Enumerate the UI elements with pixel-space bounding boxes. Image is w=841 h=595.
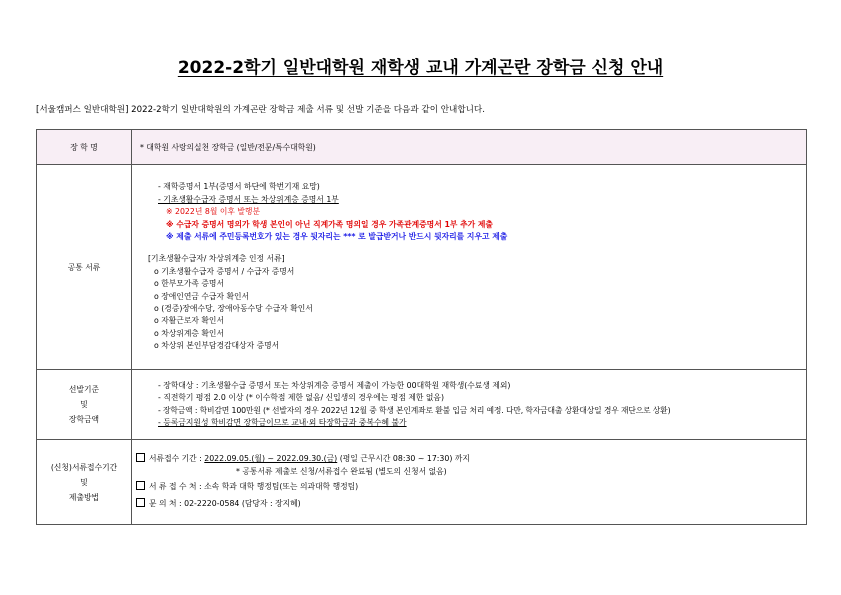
doc-note: ※ 2022년 8월 이후 발행분 [166,207,260,217]
doc-note: ※ 수급자 증명서 명의가 학생 본인이 아닌 직계가족 명의일 경우 가족관계증명서 1부 추가 제출 [166,219,493,229]
document-title: 2022-2학기 일반대학원 재학생 교내 가계곤란 장학금 신청 안내 [177,58,664,78]
criteria-item: - 직전학기 평점 2.0 이상 (* 이수학점 제한 없음/ 신입생의 경우에는 평점 제한 없음) [158,393,444,403]
label-application-period: (신청)서류접수기간 및 제출방법 [37,440,132,525]
row-common-documents [37,165,807,370]
value-selection-criteria [132,370,807,440]
doc-item: - 재학증명서 1부(증명서 하단에 학번기재 요망) [158,182,320,192]
recognized-item: o (경증)장애수당, 장애아동수당 수급자 확인서 [154,304,313,314]
label-common-documents: 공통 서류 [37,165,132,370]
recognized-item: o 차상위 본인부담경감대상자 증명서 [154,341,280,351]
value-application-period [132,440,807,525]
intro-text: [서울캠퍼스 일반대학원] 2022-2학기 일반대학원의 가계곤란 장학금 제출 서류 및 선발 기준을 다음과 같이 안내합니다. [36,105,485,115]
criteria-item: - 장학대상 : 기초생활수급 증명서 또는 차상위계층 증명서 제출이 가능한 00대학원 재학생(수료생 제외) [158,380,511,390]
recognized-item: o 장애인연금 수급자 확인서 [154,291,250,301]
checkbox-icon [136,498,145,507]
recognized-item: o 한부모가족 증명서 [154,279,224,289]
label-scholarship-name: 장 학 명 [37,130,132,165]
label-selection-criteria: 선발기준 및 장학금액 [37,370,132,440]
place-line: 서 류 접 수 처 : 소속 학과 대학 행정팀(또는 의과대학 행정팀) [136,478,806,495]
row-scholarship-name [37,130,807,165]
criteria-item: - 등록금지원성 학비감면 장학금이므로 교내·외 타장학금과 중복수혜 불가 [158,417,407,427]
recognized-item: o 자활근로자 확인서 [154,316,224,326]
doc-note: ※ 제출 서류에 주민등록번호가 있는 경우 뒷자리는 *** 로 발급받거나 반드시 뒷자리를 지우고 제출 [166,231,508,241]
row-selection-criteria [37,370,807,440]
checkbox-icon [136,481,145,490]
info-table [36,129,807,525]
criteria-item: - 장학금액 : 학비감면 100만원 (* 선발자의 경우 2022년 12월 중 학생 본인계좌로 환불 입금 처리 예정. 다만, 학자금대출 상환대상일 경우 재단으로 상환) [158,405,671,415]
recognized-item: o 기초생활수급자 증명서 / 수급자 증명서 [154,266,295,276]
contact-line: 문 의 처 : 02-2220-0584 (담당자 : 장지혜) [136,495,806,512]
value-scholarship-name: * 대학원 사랑의실천 장학금 (일반/전문/특수대학원) [132,130,807,165]
value-common-documents [132,165,807,370]
period-line: 서류접수 기간 : 2022.09.05.(월) ~ 2022.09.30.(금) (평일 근무시간 08:30 ~ 17:30) 까지 [136,452,806,465]
row-application-period [37,440,807,525]
doc-item: - 기초생활수급자 증명서 또는 차상위계층 증명서 1부 [158,194,339,204]
checkbox-icon [136,453,145,462]
recognized-item: o 차상위계층 확인서 [154,328,224,338]
period-note: * 공통서류 제출로 신청/서류접수 완료됨 (별도의 신청서 없음) [236,467,447,476]
recognized-header: [기초생활수급자/ 차상위계층 인정 서류] [148,254,285,264]
